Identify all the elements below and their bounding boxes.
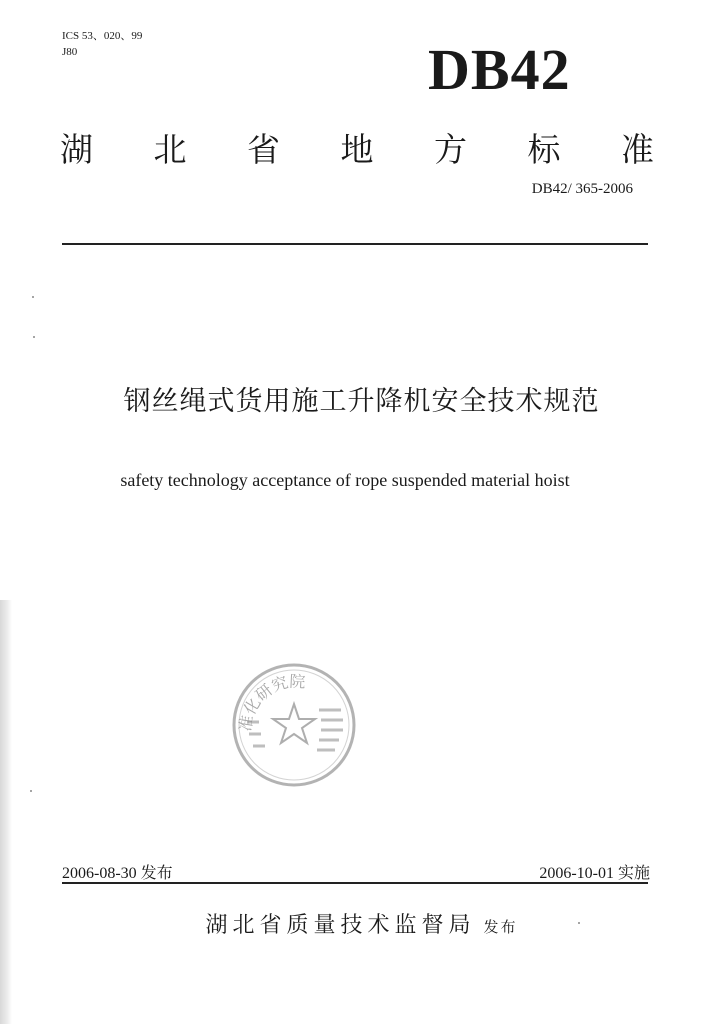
standard-type-char: 北 [153, 130, 187, 169]
scan-edge-shadow [0, 600, 12, 1024]
scan-speck [30, 790, 32, 792]
official-seal [229, 660, 359, 790]
standard-number: DB42/ 365-2006 [531, 181, 633, 197]
scan-speck [32, 296, 34, 298]
issuer-name: 湖北省质量技术监督局 [205, 913, 476, 938]
issuer [0, 908, 723, 939]
standard-type-char: 方 [434, 130, 467, 169]
ics-code: ICS 53、020、99 [62, 30, 143, 42]
scan-speck [33, 336, 35, 338]
seal-text-span: 准化研究院 [235, 671, 306, 733]
title-english: safety technology acceptance of rope suspended material hoist [120, 470, 570, 490]
standard-type-char: 湖 [60, 130, 93, 169]
title-chinese: 钢丝绳式货用施工升降机安全技术规范 [123, 386, 600, 417]
standard-type-char: 地 [340, 130, 374, 169]
standard-code: DB42 [428, 37, 571, 102]
standard-type-char: 标 [527, 130, 561, 169]
seal-star [273, 704, 315, 743]
standard-type-char: 省 [247, 130, 280, 169]
bottom-divider [62, 882, 648, 884]
implementation-date: 2006-10-01 实施 [539, 865, 650, 882]
standard-type [60, 124, 654, 171]
issue-date: 2006-08-30 发布 [62, 865, 173, 882]
top-divider [62, 243, 648, 245]
standard-type-char: 准 [621, 130, 654, 169]
classification-code: J80 [62, 46, 78, 58]
seal-side-marks [247, 710, 343, 750]
issuer-suffix: 发布 [483, 918, 518, 936]
seal-text [235, 672, 305, 733]
header-codes [62, 28, 142, 60]
